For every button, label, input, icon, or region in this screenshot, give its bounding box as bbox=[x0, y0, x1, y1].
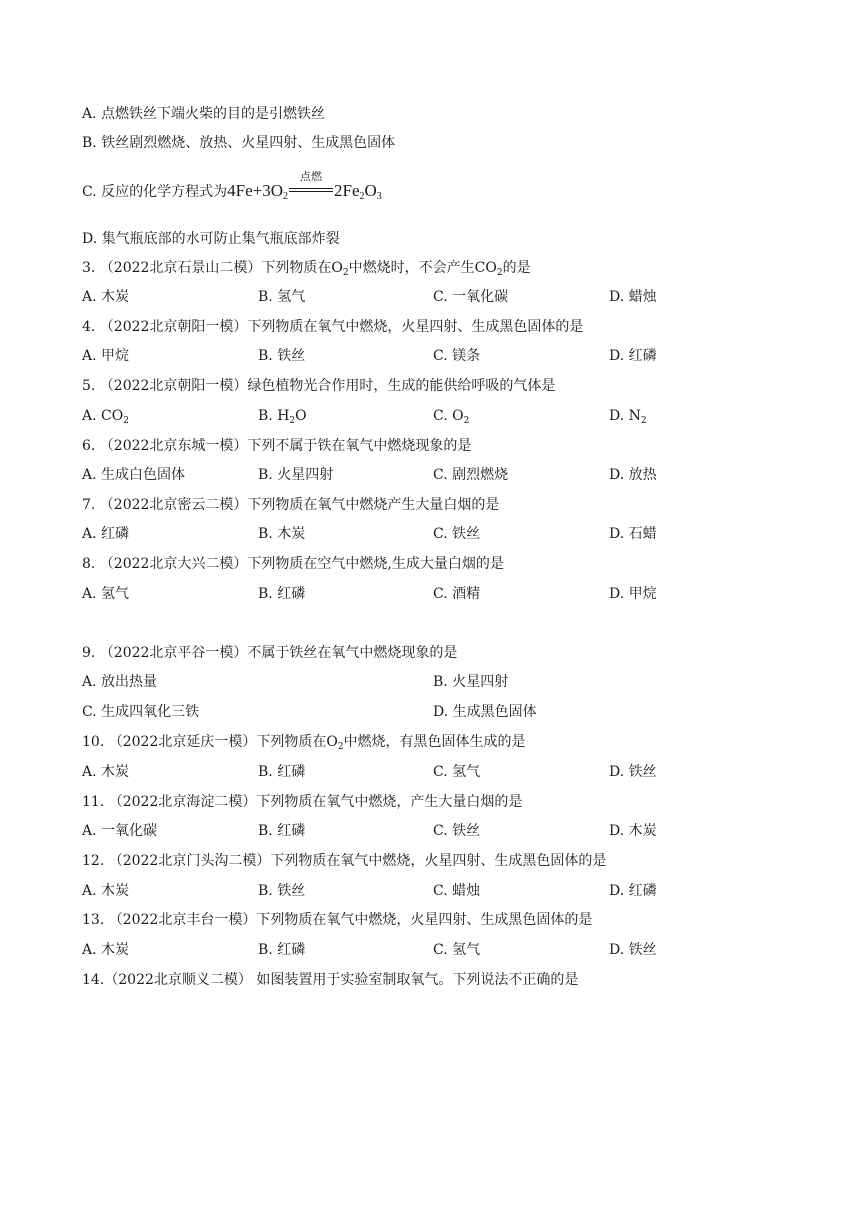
q7-option-c: C. 铁丝 bbox=[433, 526, 481, 542]
q13-stem: 13. （2022北京丰台一模）下列物质在氧气中燃烧，火星四射、生成黑色固体的是 bbox=[82, 912, 593, 928]
q10-option-b: B. 红磷 bbox=[258, 764, 306, 780]
q3-option-c: C. 一氧化碳 bbox=[433, 289, 509, 305]
q11-option-c: C. 铁丝 bbox=[433, 823, 481, 839]
q14-stem: 14.（2022北京顺义二模） 如图装置用于实验室制取氧气。下列说法不正确的是 bbox=[82, 972, 579, 988]
q5-option-c: C. $O_2$ bbox=[433, 408, 470, 426]
q5-stem: 5. （2022北京朝阳一模）绿色植物光合作用时，生成的能供给呼吸的气体是 bbox=[82, 378, 556, 394]
q12-stem: 12. （2022北京门头沟二模）下列物质在氧气中燃烧，火星四射、生成黑色固体的是 bbox=[82, 853, 607, 869]
q10-option-c: C. 氢气 bbox=[433, 764, 481, 780]
q9-option-c: C. 生成四氧化三铁 bbox=[82, 704, 200, 720]
q3-option-b: B. 氢气 bbox=[258, 289, 306, 305]
q10-option-d: D. 铁丝 bbox=[609, 764, 657, 780]
q4-option-c: C. 镁条 bbox=[433, 348, 481, 364]
q13-option-d: D. 铁丝 bbox=[609, 942, 657, 958]
q12-option-d: D. 红磷 bbox=[609, 883, 657, 899]
q2-option-c-text: C. 反应的化学方程式为 bbox=[82, 184, 228, 200]
q6-option-d: D. 放热 bbox=[609, 467, 657, 483]
q2-option-d: D. 集气瓶底部的水可防止集气瓶底部炸裂 bbox=[82, 231, 340, 247]
q5-option-d: D. $N_2$ bbox=[609, 408, 647, 426]
q4-stem: 4. （2022北京朝阳一模）下列物质在氧气中燃烧，火星四射、生成黑色固体的是 bbox=[82, 319, 584, 335]
q11-option-b: B. 红磷 bbox=[258, 823, 306, 839]
q11-option-d: D. 木炭 bbox=[609, 823, 657, 839]
reaction-arrow bbox=[289, 170, 333, 198]
q13-option-c: C. 氢气 bbox=[433, 942, 481, 958]
q5-option-a: A. $CO_2$ bbox=[82, 408, 129, 426]
q10-stem: 10. （2022北京延庆一模）下列物质在$O_2$中燃烧，有黑色固体生成的是 bbox=[82, 734, 526, 752]
q2-option-b: B. 铁丝剧烈燃烧、放热、火星四射、生成黑色固体 bbox=[82, 135, 396, 151]
q9-option-d: D. 生成黑色固体 bbox=[433, 704, 537, 720]
q4-option-a: A. 甲烷 bbox=[82, 348, 130, 364]
q4-option-d: D. 红磷 bbox=[609, 348, 657, 364]
q5-option-b: B. $H_2O$ bbox=[258, 408, 307, 426]
q7-option-a: A. 红磷 bbox=[82, 526, 130, 542]
q8-option-b: B. 红磷 bbox=[258, 586, 306, 602]
q11-option-a: A. 一氧化碳 bbox=[82, 823, 158, 839]
q12-option-c: C. 蜡烛 bbox=[433, 883, 481, 899]
reaction-condition: 点燃 bbox=[300, 170, 322, 183]
q9-option-b: B. 火星四射 bbox=[433, 674, 509, 690]
q6-option-b: B. 火星四射 bbox=[258, 467, 334, 483]
q3-stem: 3. （2022北京石景山二模）下列物质在$O_2$中燃烧时，不会产生$CO_2$的是 bbox=[82, 260, 531, 278]
q3-option-d: D. 蜡烛 bbox=[609, 289, 657, 305]
q2-option-a: A. 点燃铁丝下端火柴的目的是引燃铁丝 bbox=[82, 106, 326, 122]
chemical-equation: $4Fe+3O_2$ 点燃 $2Fe_2O_3$ bbox=[227, 170, 382, 202]
q6-option-c: C. 剧烈燃烧 bbox=[433, 467, 509, 483]
q13-option-b: B. 红磷 bbox=[258, 942, 306, 958]
q11-stem: 11. （2022北京海淀二模）下列物质在氧气中燃烧，产生大量白烟的是 bbox=[82, 794, 523, 810]
q12-option-b: B. 铁丝 bbox=[258, 883, 306, 899]
q9-option-a: A. 放出热量 bbox=[82, 674, 158, 690]
q8-option-d: D. 甲烷 bbox=[609, 586, 657, 602]
q7-option-d: D. 石蜡 bbox=[609, 526, 657, 542]
q13-option-a: A. 木炭 bbox=[82, 942, 130, 958]
q8-stem: 8. （2022北京大兴二模）下列物质在空气中燃烧,生成大量白烟的是 bbox=[82, 556, 504, 572]
q12-option-a: A. 木炭 bbox=[82, 883, 130, 899]
q6-stem: 6. （2022北京东城一模）下列不属于铁在氧气中燃烧现象的是 bbox=[82, 438, 472, 454]
q8-option-c: C. 酒精 bbox=[433, 586, 481, 602]
q7-option-b: B. 木炭 bbox=[258, 526, 306, 542]
q9-stem: 9. （2022北京平谷一模）不属于铁丝在氧气中燃烧现象的是 bbox=[82, 645, 458, 661]
q2-option-c bbox=[82, 170, 382, 202]
q6-option-a: A. 生成白色固体 bbox=[82, 467, 186, 483]
q8-option-a: A. 氢气 bbox=[82, 586, 130, 602]
q10-option-a: A. 木炭 bbox=[82, 764, 130, 780]
q3-option-a: A. 木炭 bbox=[82, 289, 130, 305]
q7-stem: 7. （2022北京密云二模）下列物质在氧气中燃烧产生大量白烟的是 bbox=[82, 497, 500, 513]
q4-option-b: B. 铁丝 bbox=[258, 348, 306, 364]
